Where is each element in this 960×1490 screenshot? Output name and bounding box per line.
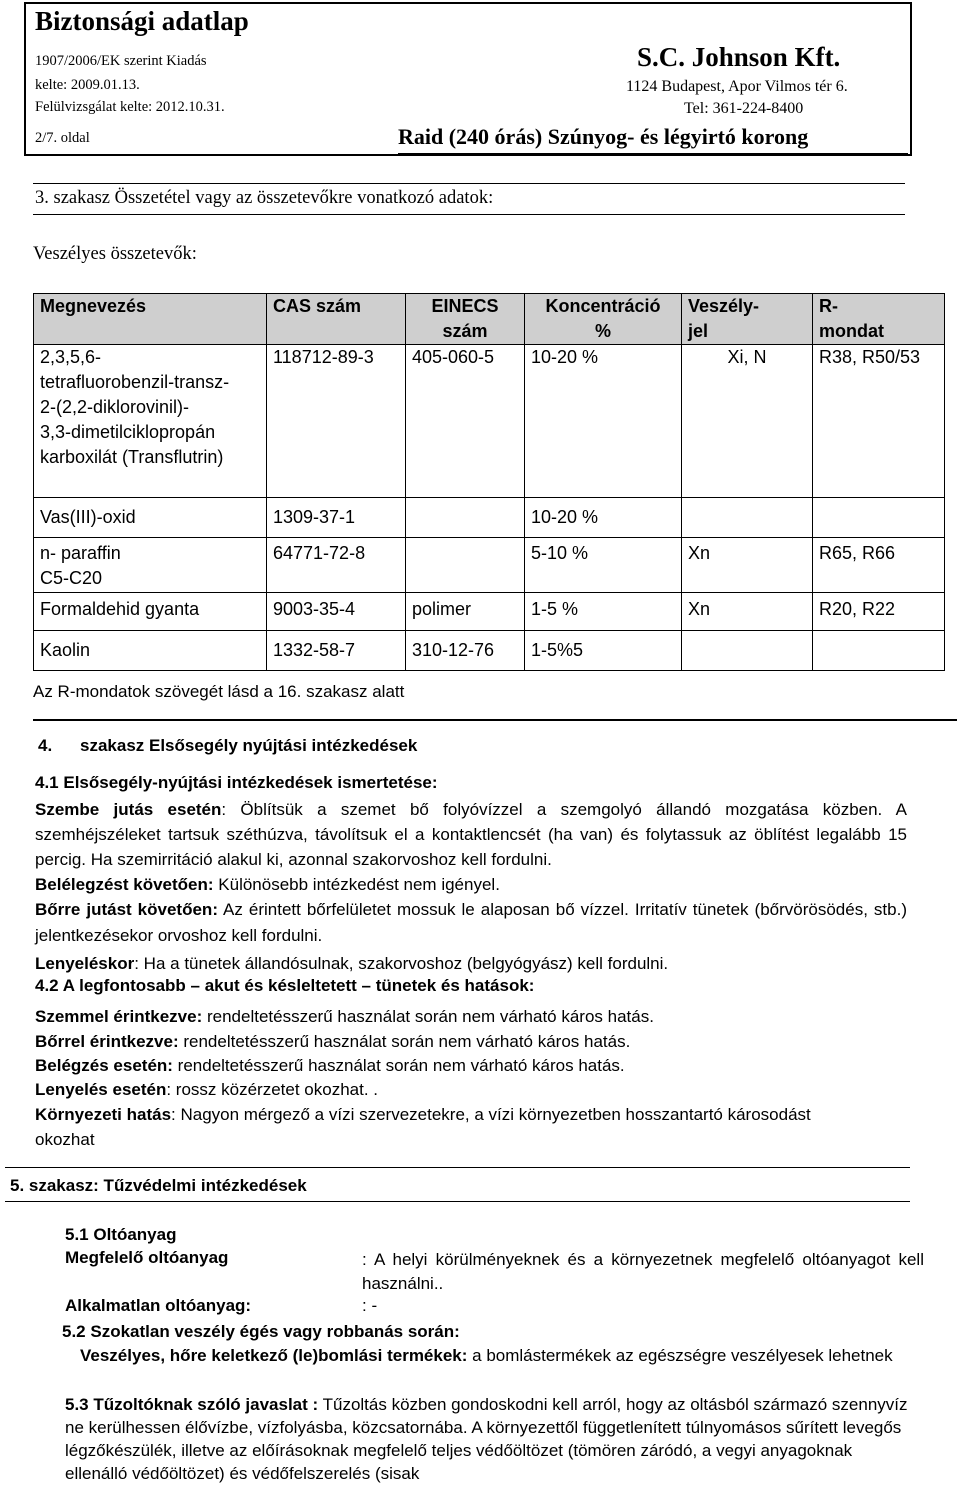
cell-einecs: 310-12-76: [406, 631, 525, 671]
table-row: [34, 593, 945, 631]
cell-name: Kaolin: [34, 631, 267, 671]
section5-1-heading: 5.1 Oltóanyag: [65, 1225, 177, 1244]
table-row: [34, 538, 945, 593]
cell-cas: 118712-89-3: [267, 345, 406, 498]
table-header-row: [34, 294, 945, 345]
company-name: S.C. Johnson Kft.: [637, 42, 841, 72]
inhalation-paragraph: Belélegzést követően: Különösebb intézkedést nem igényel.: [35, 875, 500, 894]
table-row: [34, 345, 945, 498]
revision-date: Felülvizsgálat kelte: 2012.10.31.: [35, 99, 225, 115]
cell-cas: 1309-37-1: [267, 498, 406, 538]
section4-rule: [33, 719, 957, 721]
eye-contact-paragraph: Szembe jutás esetén: Öblítsük a szemet bő folyóvízzel a szemgolyó állandó mozgatása közben. A szemhéjszéleket tartsuk széthúzva, távolítsuk el a kontaktlencsét (ha van) és folytassuk az öblítést legalább 15 percig. Ha szemirritáció alakul ki, azonnal szakorvoshoz kell fordulni.: [35, 800, 907, 869]
section5-bottom-rule: [5, 1201, 910, 1202]
combustion-products-paragraph: Veszélyes, hőre keletkező (le)bomlási termékek: a bomlástermékek az egészségre veszélyesek lehetnek: [80, 1346, 893, 1365]
environment-effect-paragraph: Környezeti hatás: Nagyon mérgező a vízi szervezetekre, a vízi környezetben hosszantartó károsodást okozhat: [35, 1105, 811, 1149]
cell-name: Vas(III)-oxid: [34, 498, 267, 538]
cell-name: n- paraffin C5-C20: [34, 538, 267, 593]
cell-einecs: 405-060-5: [406, 345, 525, 498]
eye-effect-paragraph: Szemmel érintkezve: rendeltetésszerű használat során nem várható káros hatás.: [35, 1007, 654, 1026]
col-r-phrase: R- mondat: [813, 294, 945, 345]
cell-r: R38, R50/53: [813, 345, 945, 498]
ingestion-paragraph: Lenyeléskor: Ha a tünetek állandósulnak, szakorvoshoz (belgyógyász) kell fordulni.: [35, 954, 669, 973]
cell-conc: 5-10 %: [525, 538, 682, 593]
cell-cas: 64771-72-8: [267, 538, 406, 593]
cell-einecs: [406, 498, 525, 538]
cell-hazard: [682, 498, 813, 538]
skin-contact-paragraph: Bőrre jutást követően: Az érintett bőrfelületet mossuk le alaposan bő vízzel. Irritatív tünetek (bőrvörösödés, stb.) jelentkezésekor orvoshoz kell fordulni.: [35, 900, 907, 945]
section4-1-heading: 4.1 Elsősegély-nyújtási intézkedések ismertetése:: [35, 773, 438, 792]
unsuitable-media-label: Alkalmatlan oltóanyag:: [65, 1296, 252, 1315]
issue-date: kelte: 2009.01.13.: [35, 77, 140, 93]
section5-2-heading: 5.2 Szokatlan veszély égés vagy robbanás során:: [62, 1322, 460, 1341]
cell-hazard: [682, 631, 813, 671]
product-underline: [398, 153, 908, 154]
suitable-media-text: : A helyi körülményeknek és a környezetnek megfelelő oltóanyagot kell használni..: [362, 1250, 924, 1293]
section3-subheading: Veszélyes összetevők:: [33, 244, 197, 264]
section3-top-rule: [33, 183, 905, 184]
cell-cas: 1332-58-7: [267, 631, 406, 671]
cell-einecs: polimer: [406, 593, 525, 631]
cell-conc: 10-20 %: [525, 498, 682, 538]
cell-r: [813, 498, 945, 538]
cell-r: R65, R66: [813, 538, 945, 593]
unsuitable-media-text: : -: [362, 1296, 378, 1315]
regulation-line: 1907/2006/EK szerint Kiadás: [35, 53, 207, 69]
section3-bottom-rule: [33, 214, 905, 215]
suitable-media-label: Megfelelő oltóanyag: [65, 1248, 229, 1267]
product-name: Raid (240 órás) Szúnyog- és légyirtó korong: [398, 124, 809, 149]
firefighter-advice-paragraph: 5.3 Tűzoltóknak szóló javaslat : Tűzoltás közben gondoskodni kell arról, hogy az oltásból származó szennyvíz ne kerülhessen élővízbe, vízfolyásba, közcsatornába. A környezettől függetlenített túlnyomásos sűrített levegős légzőkészülék, illetve az előírásoknak megfelelő teljes védőöltözet (tömören záródó, a vegyi anyagoknak ellenálló védőöltözet) és védőfelszerelés (sisak: [65, 1395, 908, 1483]
col-einecs: EINECS szám: [406, 294, 525, 345]
cell-name: 2,3,5,6- tetrafluorobenzil-transz- 2-(2,2-diklorovinil)- 3,3-dimetilciklopropán karboxilát (Transflutrin): [34, 345, 267, 498]
ingestion-effect-paragraph: Lenyelés esetén: rossz közérzetet okozhat. .: [35, 1080, 379, 1099]
company-address: 1124 Budapest, Apor Vilmos tér 6.: [626, 78, 848, 95]
cell-hazard: Xn: [682, 593, 813, 631]
cell-r: R20, R22: [813, 593, 945, 631]
inhalation-effect-paragraph: Belégzés esetén: rendeltetésszerű használat során nem várható káros hatás.: [35, 1056, 625, 1075]
col-hazard-symbol: Veszély- jel: [682, 294, 813, 345]
section4-heading: szakasz Elsősegély nyújtási intézkedések: [80, 736, 418, 755]
col-concentration: Koncentráció %: [525, 294, 682, 345]
ingredients-table: [33, 293, 945, 671]
cell-conc: 10-20 %: [525, 345, 682, 498]
section4-number: 4.: [38, 736, 53, 755]
cell-cas: 9003-35-4: [267, 593, 406, 631]
table-row: [34, 631, 945, 671]
cell-hazard: Xn: [682, 538, 813, 593]
col-cas: CAS szám: [267, 294, 406, 345]
skin-effect-paragraph: Bőrrel érintkezve: rendeltetésszerű használat során nem várható káros hatás.: [35, 1032, 631, 1051]
section3-heading: 3. szakasz Összetétel vagy az összetevőkre vonatkozó adatok:: [35, 188, 494, 208]
document-title: Biztonsági adatlap: [35, 6, 249, 36]
table-row: [34, 498, 945, 538]
cell-hazard: Xi, N: [682, 345, 813, 498]
cell-r: [813, 631, 945, 671]
cell-einecs: [406, 538, 525, 593]
section5-rule: [5, 1167, 910, 1168]
section4-2-heading: 4.2 A legfontosabb – akut és késleltetett – tünetek és hatások:: [35, 976, 535, 995]
page-number: 2/7. oldal: [35, 130, 90, 146]
cell-conc: 1-5%5: [525, 631, 682, 671]
col-name: Megnevezés: [34, 294, 267, 345]
cell-conc: 1-5 %: [525, 593, 682, 631]
r-phrases-note: Az R-mondatok szövegét lásd a 16. szakasz alatt: [33, 682, 405, 701]
company-phone: Tel: 361-224-8400: [684, 100, 804, 117]
cell-name: Formaldehid gyanta: [34, 593, 267, 631]
section5-heading: 5. szakasz: Tűzvédelmi intézkedések: [10, 1176, 307, 1195]
